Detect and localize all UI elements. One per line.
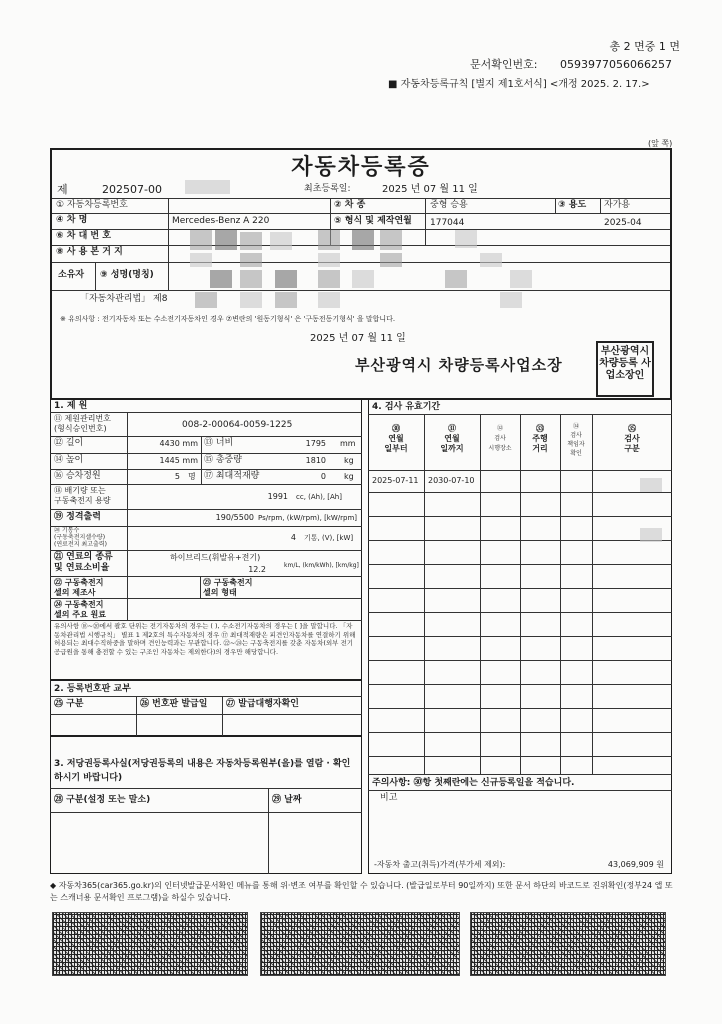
displacement-unit: cc, (Ah), [Ah] xyxy=(296,493,342,501)
issue-date: 2025 년 07 월 11 일 xyxy=(310,333,406,344)
gross-weight-unit: kg xyxy=(344,456,354,465)
height-value: 1445 mm xyxy=(159,456,198,465)
page-count: 총 2 면중 1 면 xyxy=(609,40,680,53)
insp-header-to: ㉛ 연월 일까지 xyxy=(440,424,464,453)
verification-barcode-3 xyxy=(470,912,666,976)
vehicle-type-label: ② 차 종 xyxy=(334,200,366,210)
power-label: ⑲ 정격출력 xyxy=(54,512,101,522)
seats-unit: 명 xyxy=(188,472,196,481)
cert-no-value: 202507-00 xyxy=(102,183,162,196)
inspection-notice: 주의사항: ㉚항 첫째란에는 신규등록일을 적습니다. xyxy=(372,778,575,788)
battery-maker-label: ㉒ 구동축전지 셀의 제조사 xyxy=(54,578,104,597)
displacement-label: ⑱ 배기량 또는 구동축전지 용량 xyxy=(54,486,111,505)
approval-value: 008-2-00064-0059-1225 xyxy=(182,420,293,430)
width-value: 1795 xyxy=(305,439,326,448)
fuel-label: ㉑ 연료의 종류 및 연료소비율 xyxy=(54,552,113,573)
fuel-consumption-unit: km/L, (km/kWh), [km/kg] xyxy=(284,562,359,569)
footer-notice: ◆ 자동차365(car365.go.kr)의 인터넷발급문서확인 메뉴를 통해 위·변조 여부를 확인할 수 있습니다. (발급일로부터 90일까지) 또한 문서 하단의 바코드로 진위확인(정부24 앱 또는 스캐너용 문서확인 프로그램)을 하실수 있습니다. xyxy=(50,881,673,902)
battery-material-label: ㉔ 구동축전지 셀의 주요 원료 xyxy=(54,600,106,619)
reg-no-label: ① 자동차등록번호 xyxy=(56,200,128,210)
max-load-unit: kg xyxy=(344,472,354,481)
power-unit: Ps/rpm, (kW/rpm), [kW/rpm] xyxy=(258,514,358,522)
vehicle-name-value: Mercedes-Benz A 220 xyxy=(172,216,270,226)
price-label: -자동차 출고(취득)가격(부가세 제외): xyxy=(374,860,506,869)
fuel-type: 하이브리드(휘발유+전기) xyxy=(170,553,261,562)
cylinders-value: 4 xyxy=(290,533,296,542)
approval-label: ⑪ 제원관리번호 (형식승인번호) xyxy=(54,414,111,433)
length-value: 4430 mm xyxy=(159,439,198,448)
first-reg-value: 2025 년 07 월 11 일 xyxy=(382,184,478,195)
width-unit: mm xyxy=(340,439,356,448)
max-load-value: 0 xyxy=(320,472,326,481)
fuel-consumption-value: 12.2 xyxy=(248,565,266,574)
battery-form-label: ㉓ 구동축전지 셀의 형태 xyxy=(203,578,253,597)
seats-label: ⑯ 승차정원 xyxy=(54,471,101,481)
cylinders-unit: 기통, (V), [kW] xyxy=(304,534,354,542)
certificate-note: ※ 유의사항 : 전기자동차 또는 수소전기자동차인 경우 ⑦변란의 '원동기형식' 은 '구동전동기형식' 을 말합니다. xyxy=(60,315,396,323)
verification-barcode-2 xyxy=(260,912,460,976)
mortgage-col-date: ㉙ 날짜 xyxy=(272,795,302,805)
inspection-section-title: 4. 검사 유효기간 xyxy=(372,402,441,412)
certificate-title: 자동차등록증 xyxy=(291,155,431,180)
price-value: 43,069,909 원 xyxy=(607,860,664,869)
insp-header-place: ㉜ 검사 시행장소 xyxy=(488,425,512,452)
vehicle-type-value: 중형 승용 xyxy=(430,200,468,210)
doc-confirm-label: 문서확인번호: xyxy=(470,58,538,71)
length-label: ⑫ 길이 xyxy=(54,438,84,448)
plate-section-title: 2. 등록번호판 교부 xyxy=(54,684,131,694)
power-value: 190/5500 xyxy=(215,513,254,522)
garage-label: ⑧ 사 용 본 거 지 xyxy=(56,247,123,257)
insp-header-officer: ㉞ 검사 책임자 확인 xyxy=(567,423,585,457)
max-load-label: ⑰ 최대적재량 xyxy=(204,471,260,481)
displacement-value: 1991 xyxy=(267,492,288,501)
vehicle-name-label: ④ 차 명 xyxy=(56,215,88,225)
insp-row1-to: 2030-07-10 xyxy=(428,476,475,485)
insp-header-kind: ㉟ 검사 구분 xyxy=(624,424,640,453)
seats-value: 5 xyxy=(174,472,180,481)
law-line: 「자동차관리법」 제8 xyxy=(80,294,168,304)
mortgage-section-title: 3. 저당권등록사실(저당권등록의 내용은 자동차등록원부(을)를 열람 · 확인하시기 바랍니다) xyxy=(54,759,351,783)
gross-weight-value: 1810 xyxy=(305,456,326,465)
plate-col-agent: ㉗ 발급대행자확인 xyxy=(226,699,299,709)
height-label: ⑭ 높이 xyxy=(54,455,84,465)
specs-section-title: 1. 제 원 xyxy=(54,401,88,411)
first-reg-label: 최초등록일: xyxy=(304,184,351,194)
official-stamp: 부산광역시 차량등록 사업소장인 xyxy=(596,341,654,397)
model-date: 2025-04 xyxy=(604,218,642,228)
insp-row1-from: 2025-07-11 xyxy=(372,476,419,485)
cert-no-label: 제 xyxy=(57,183,68,196)
verification-barcode-1 xyxy=(52,912,248,976)
model-value: 177044 xyxy=(430,218,465,228)
specs-notes: 유의사항 ⑱~⑳에서 괄호 단위는 전기자동차의 경우는 ( ), 수소전기자동차의 경우는 [ ]을 말합니다. 「자동차관리법 시행규칙」 별표 1 제2호의 특수자동차의 경우 ⑰ 최대적재량은 피견인자동차를 연결하기 위해 허용되는 최대수직하중을 말하며 견인능력과는 무관합니다. ㉒~㉔는 구동축전지를 갖춘 자동차(외부 전기공급원을 통해 충전할 수 있는 구조인 자동차는 제외한다)의 경우만 해당합니다. xyxy=(54,622,356,656)
doc-confirm-number: 0593977056066257 xyxy=(560,58,672,71)
width-label: ⑬ 너비 xyxy=(204,438,234,448)
use-label: ③ 용도 xyxy=(558,200,587,210)
redaction-block xyxy=(185,180,230,194)
insp-header-mileage: ㉝ 주행 거리 xyxy=(532,424,548,453)
plate-col-date: ㉖ 번호판 발급일 xyxy=(140,699,208,709)
mortgage-col-type: ㉘ 구분(설정 또는 말소) xyxy=(54,795,151,805)
regulation-line: ■ 자동차등록규칙 [별지 제1호서식] <개정 2025. 2. 17.> xyxy=(388,79,650,90)
owner-name-label: ⑨ 성명(명칭) xyxy=(100,270,154,280)
gross-weight-label: ⑮ 총중량 xyxy=(204,455,242,465)
model-label: ⑤ 형식 및 제작연월 xyxy=(334,216,412,226)
insp-header-from: ㉚ 연월 일부터 xyxy=(384,424,408,453)
vin-label: ⑥ 차 대 번 호 xyxy=(56,231,111,241)
issuing-office: 부산광역시 차량등록사업소장 xyxy=(355,356,563,374)
front-page-mark: (앞 쪽) xyxy=(648,139,673,148)
plate-col-type: ㉕ 구분 xyxy=(54,699,84,709)
owner-label: 소유자 xyxy=(58,270,85,280)
remarks-label: 비고 xyxy=(380,793,398,803)
cylinders-label: ⑳ 기통수 (구동축전지셀수량) (연료전지 최고출력) xyxy=(54,527,107,548)
use-value: 자가용 xyxy=(604,200,631,210)
